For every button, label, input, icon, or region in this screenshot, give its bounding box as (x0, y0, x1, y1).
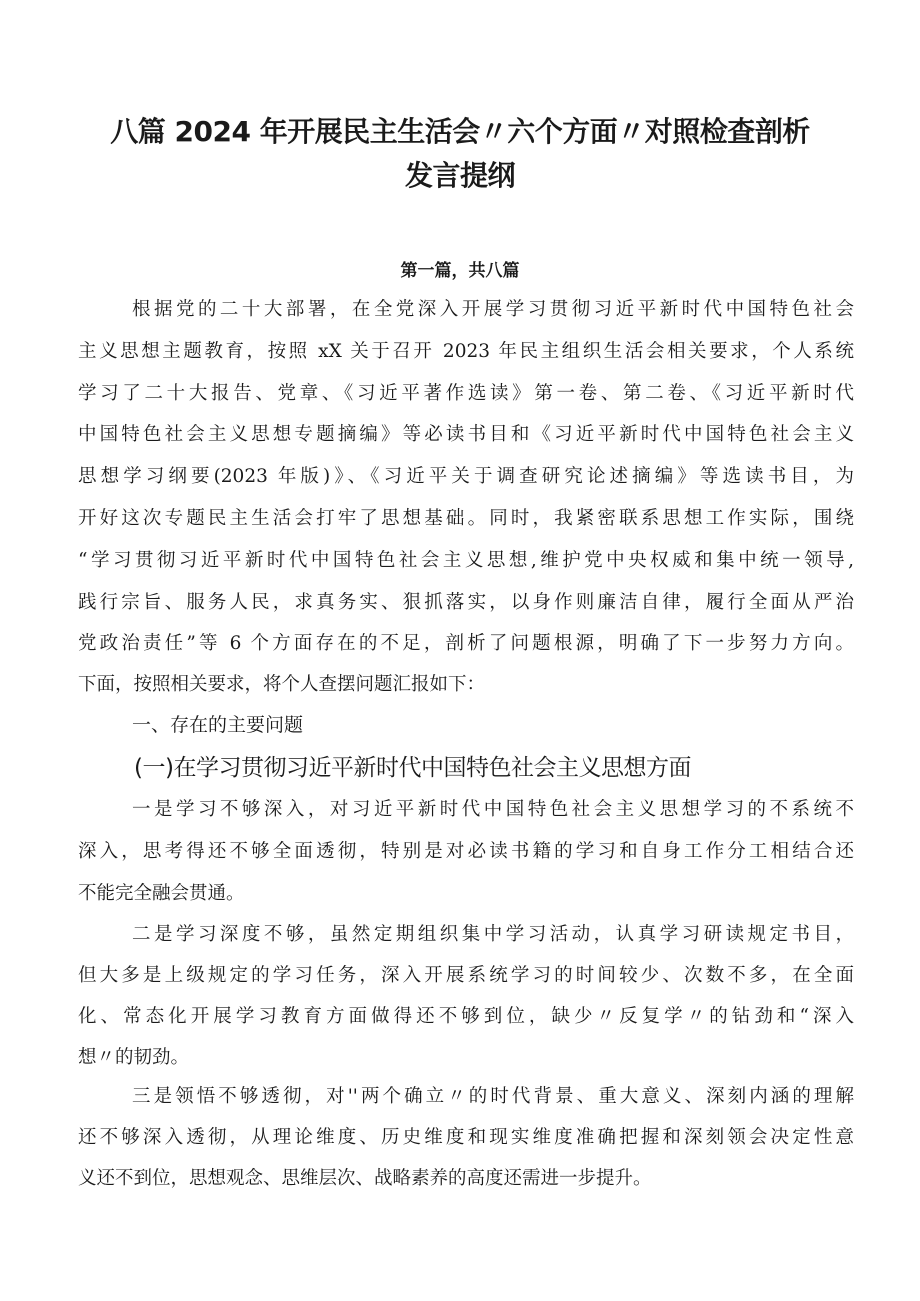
paragraph-line: 想〃的韧劲。 (78, 1047, 190, 1068)
paragraph-line: 但大多是上级规定的学习任务，深入开展系统学习的时间较少、次数不多，在全面 (78, 965, 854, 986)
paragraph-line: 一是学习不够深入，对习近平新时代中国特色社会主义思想学习的不系统不 (132, 799, 854, 820)
intro-line: 学习了二十大报告、党章、《习近平著作选读》第一卷、第二卷、《习近平新时代 (78, 383, 854, 404)
intro-line: 下面，按照相关要求，将个人查摆问题汇报如下： (78, 674, 486, 695)
paragraph-line: 不能完全融会贯通。 (78, 883, 245, 904)
intro-line: 开好这次专题民主生活会打牢了思想基础。同时，我紧密联系思想工作实际，围绕 (78, 508, 854, 529)
intro-line: 践行宗旨、服务人民，求真务实、狠抓落实，以身作则廉洁自律，履行全面从严治 (78, 592, 854, 613)
intro-line: 党政治责任”等 6 个方面存在的不足，剖析了问题根源，明确了下一步努力方向。 (78, 633, 854, 654)
paragraph-line: 深入，思考得还不够全面透彻，特别是对必读书籍的学习和自身工作分工相结合还 (78, 841, 854, 862)
document-title-line-2: 发言提纲 (404, 159, 515, 192)
paragraph-line: 二是学习深度不够，虽然定期组织集中学习活动，认真学习研读规定书目， (132, 924, 854, 945)
document-title-line-1: 八篇 2024 年开展民主生活会〃六个方面〃对照检查剖析 (110, 115, 810, 148)
intro-line: 主义思想主题教育，按照 xX 关于召开 2023 年民主组织生活会相关要求，个人系统 (78, 341, 854, 362)
paragraph-line: 义还不到位，思想观念、思维层次、战略素养的高度还需进一步提升。 (78, 1168, 652, 1189)
paragraph-line: 化、常态化开展学习教育方面做得还不够到位，缺少〃反复学〃的钻劲和“深入 (78, 1006, 854, 1027)
intro-line: 思想学习纲要(2023 年版)》、《习近平关于调查研究论述摘编》等选读书目，为 (78, 466, 854, 487)
subsection-heading: (一)在学习贯彻习近平新时代中国特色社会主义思想方面 (134, 755, 691, 781)
document-subtitle: 第一篇，共八篇 (400, 261, 520, 281)
intro-line: 根据党的二十大部署，在全党深入开展学习贯彻习近平新时代中国特色社会 (132, 299, 854, 320)
intro-line: 中国特色社会主义思想专题摘编》等必读书目和《习近平新时代中国特色社会主义 (78, 424, 854, 445)
paragraph-line: 三是领悟不够透彻，对''两个确立〃的时代背景、重大意义、深刻内涵的理解 (132, 1086, 854, 1107)
intro-line: “学习贯彻习近平新时代中国特色社会主义思想,维护党中央权威和集中统一领导, (78, 550, 854, 571)
paragraph-line: 还不够深入透彻，从理论维度、历史维度和现实维度准确把握和深刻领会决定性意 (78, 1127, 854, 1148)
section-heading: 一、存在的主要问题 (132, 714, 304, 736)
